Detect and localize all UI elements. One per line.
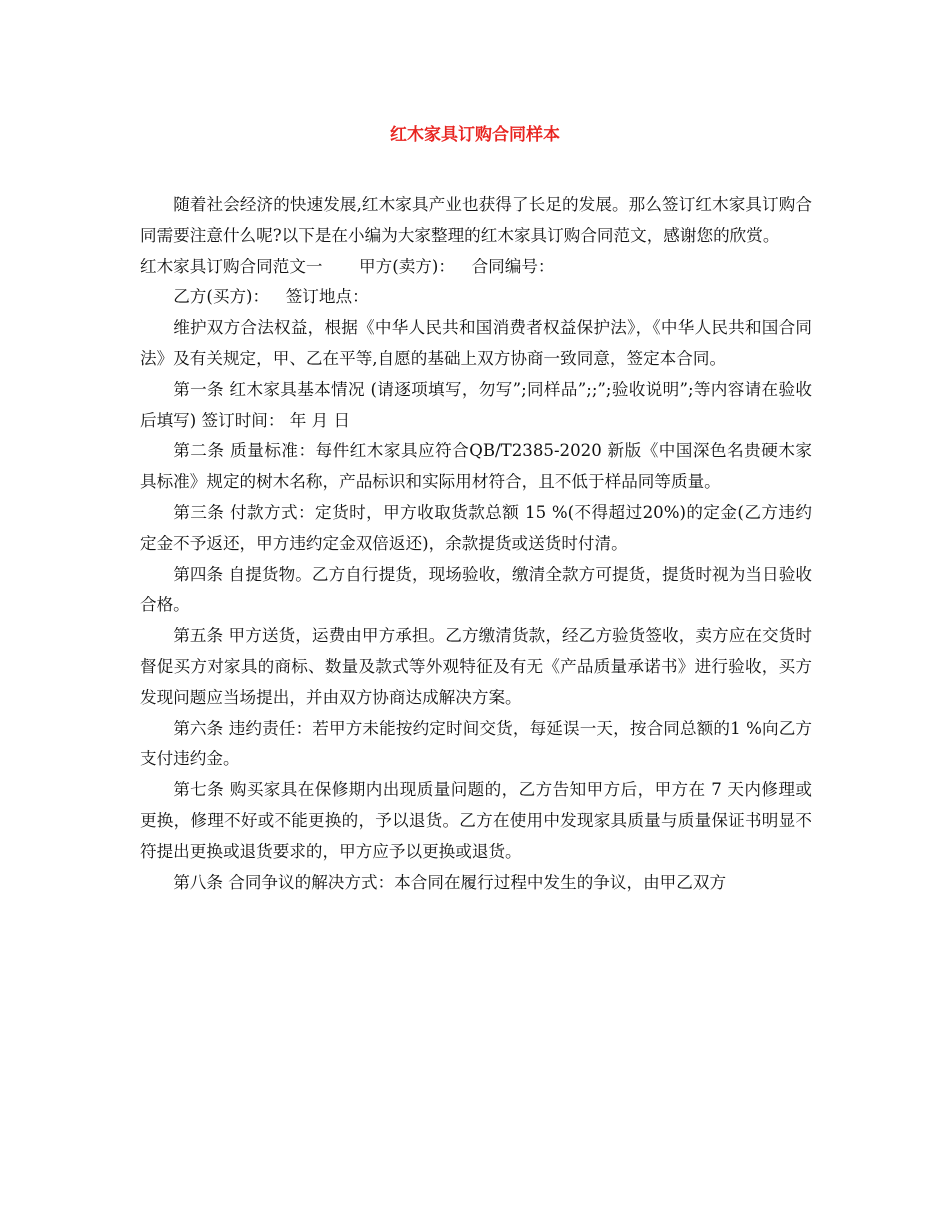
article-1: 第一条 红木家具基本情况 (请逐项填写，勿写”;同样品”;;”;验收说明”;等内容请在验收后填写) 签订时间： 年 月 日: [140, 379, 812, 430]
article-3: 第三条 付款方式：定货时，甲方收取货款总额 15 %(不得超过20%)的定金(乙方违约定金不予返还，甲方违约定金双倍返还)，余款提货或送货时付清。: [140, 502, 812, 553]
article-8: 第八条 合同争议的解决方式：本合同在履行过程中发生的争议，由甲乙双方: [173, 872, 727, 892]
article-4: 第四条 自提货物。乙方自行提货，现场验收，缴清全款方可提货，提货时视为当日验收合格。: [140, 564, 812, 615]
party-b-label: 乙方(买方)：: [173, 287, 270, 307]
article-6: 第六条 违约责任：若甲方未能按约定时间交货，每延误一天，按合同总额的1 %向乙方支付违约金。: [140, 718, 812, 769]
document-title: 红木家具订购合同样本: [390, 125, 560, 145]
preamble-paragraph: 维护双方合法权益，根据《中华人民共和国消费者权益保护法》，《中华人民共和国合同法》及有关规定，甲、乙在平等,自愿的基础上双方协商一致同意，签定本合同。: [140, 318, 812, 368]
party-a-line: [140, 252, 812, 283]
intro-paragraph: 随着社会经济的快速发展,红木家具产业也获得了长足的发展。那么签订红木家具订购合同需要注意什么呢?以下是在小编为大家整理的红木家具订购合同范文，感谢您的欣赏。: [140, 195, 812, 245]
sign-place-label: 签订地点：: [285, 287, 369, 307]
sample-name: 红木家具订购合同范文一: [140, 256, 323, 276]
article-7: 第七条 购买家具在保修期内出现质量问题的，乙方告知甲方后，甲方在 7 天内修理或更换，修理不好或不能更换的，予以退货。乙方在使用中发现家具质量与质量保证书明显不符提出更换或退货要求的，甲方应予以更换或退货。: [140, 780, 812, 861]
contract-number-label: 合同编号：: [471, 256, 555, 276]
party-b-line: [140, 282, 812, 313]
party-a-label: 甲方(卖方)：: [359, 256, 455, 276]
article-5: 第五条 甲方送货，运费由甲方承担。乙方缴清货款，经乙方验货签收，卖方应在交货时督促买方对家具的商标、数量及款式等外观特征及有无《产品质量承诺书》进行验收，买方发现问题应当场提出，并由双方协商达成解决方案。: [140, 626, 812, 707]
document-body: [140, 190, 812, 898]
article-2: 第二条 质量标准：每件红木家具应符合QB/T2385-2020 新版《中国深色名贵硬木家具标准》规定的树木名称，产品标识和实际用材符合，且不低于样品同等质量。: [140, 441, 812, 492]
